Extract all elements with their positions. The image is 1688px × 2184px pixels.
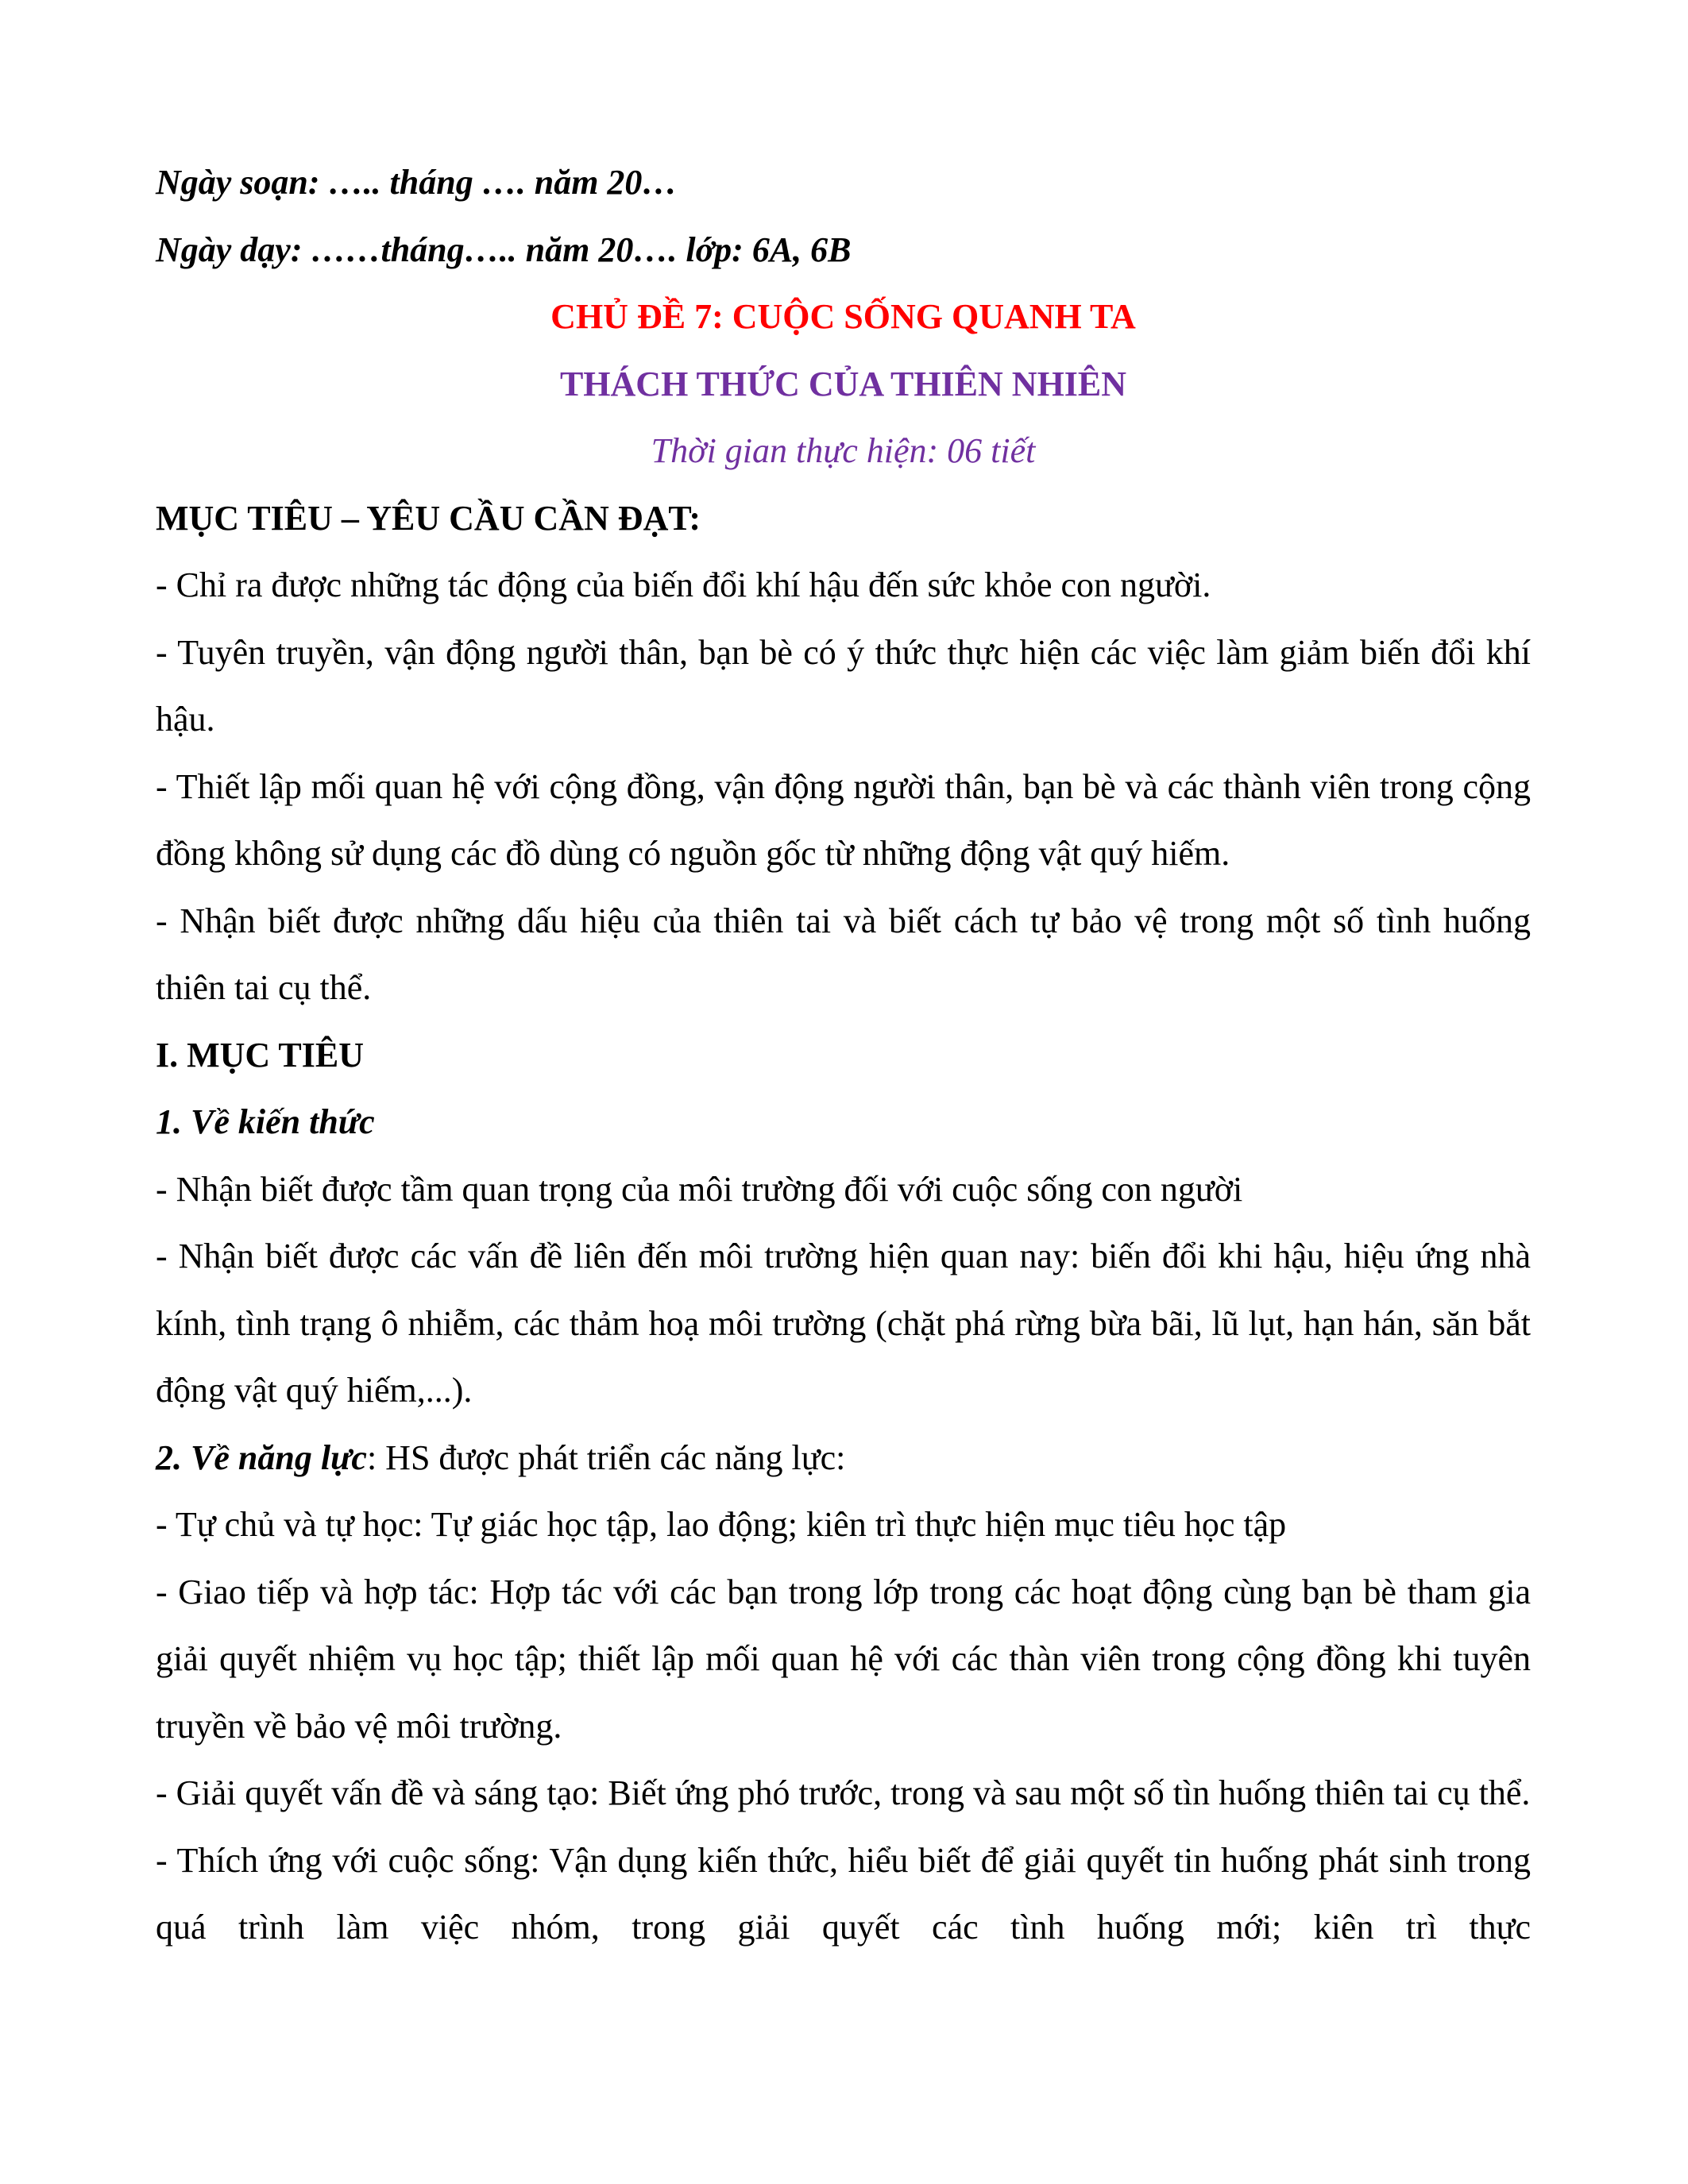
requirements-heading: MỤC TIÊU – YÊU CẦU CẦN ĐẠT: xyxy=(156,498,701,538)
competence-heading: 2. Về năng lực xyxy=(156,1437,367,1477)
lesson-title: THÁCH THỨC CỦA THIÊN NHIÊN xyxy=(559,364,1127,403)
requirement-item: - Nhận biết được những dấu hiệu của thiên tai và biết cách tự bảo vệ trong một số tình huống thiên tai cụ thể. xyxy=(156,901,1531,1007)
competence-line xyxy=(156,1425,1531,1492)
date-taught: Ngày dạy: ……tháng….. năm 20…. lớp: 6A, 6B xyxy=(156,230,852,269)
requirement-item: - Thiết lập mối quan hệ với cộng đồng, vận động người thân, bạn bè và các thành viên trong cộng đồng không sử dụng các đồ dùng có nguồn gốc từ những động vật quý hiếm. xyxy=(156,766,1531,873)
date-prepared: Ngày soạn: ….. tháng …. năm 20… xyxy=(156,163,678,202)
competence-item: - Thích ứng với cuộc sống: Vận dụng kiến thức, hiểu biết để giải quyết tin huống phát sinh trong quá trình làm việc nhóm, trong giải quyết các tình huống mới; kiên trì thực xyxy=(156,1840,1531,1947)
competence-item: - Giải quyết vấn đề và sáng tạo: Biết ứng phó trước, trong và sau một số tìn huống thiên tai cụ thể. xyxy=(156,1773,1531,1812)
topic-title: CHỦ ĐỀ 7: CUỘC SỐNG QUANH TA xyxy=(550,297,1136,336)
competence-item: - Tự chủ và tự học: Tự giác học tập, lao động; kiên trì thực hiện mục tiêu học tập xyxy=(156,1505,1287,1544)
document-page xyxy=(156,149,1531,1962)
duration: Thời gian thực hiện: 06 tiết xyxy=(651,431,1036,470)
requirement-item: - Tuyên truyền, vận động người thân, bạn bè có ý thức thực hiện các việc làm giảm biến đổi khí hậu. xyxy=(156,632,1531,739)
knowledge-heading: 1. Về kiến thức xyxy=(156,1102,375,1141)
section-heading: I. MỤC TIÊU xyxy=(156,1035,365,1075)
knowledge-item: - Nhận biết được các vấn đề liên đến môi trường hiện quan nay: biến đổi khi hậu, hiệu ứng nhà kính, tình trạng ô nhiễm, các thảm hoạ môi trường (chặt phá rừng bừa bãi, lũ lụt, hạn hán, săn bắt động vật quý hiếm,...). xyxy=(156,1237,1531,1410)
requirement-item: - Chỉ ra được những tác động của biến đổi khí hậu đến sức khỏe con người. xyxy=(156,565,1211,604)
competence-item: - Giao tiếp và hợp tác: Hợp tác với các bạn trong lớp trong các hoạt động cùng bạn bè tham gia giải quyết nhiệm vụ học tập; thiết lập mối quan hệ với các thàn viên trong cộng đồng khi tuyên truyền về bảo vệ môi trường. xyxy=(156,1572,1531,1746)
knowledge-item: - Nhận biết được tầm quan trọng của môi trường đối với cuộc sống con người xyxy=(156,1169,1243,1209)
competence-intro: : HS được phát triển các năng lực: xyxy=(366,1437,846,1477)
